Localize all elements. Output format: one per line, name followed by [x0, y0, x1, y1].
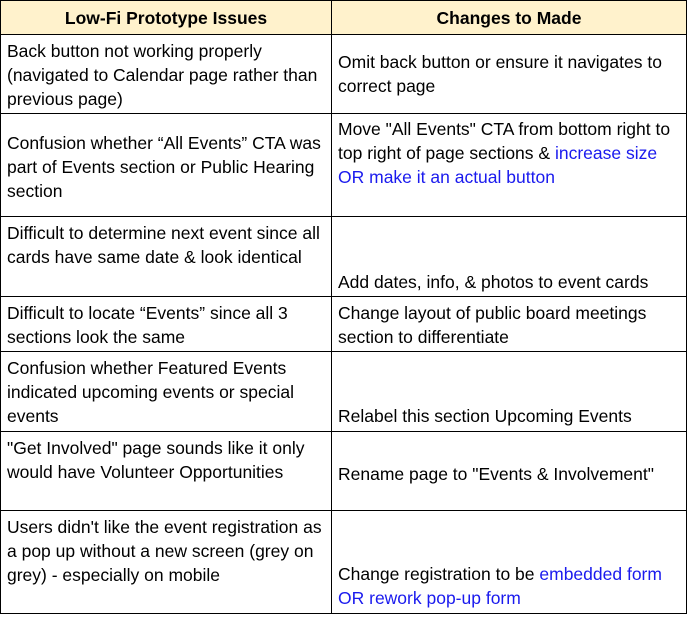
- change-text: Omit back button or ensure it navigates to correct page: [338, 51, 662, 96]
- change-highlight-text: embedded form OR rework pop-up form: [338, 564, 662, 608]
- issue-cell: Difficult to determine next event since all cards have same date & look identical: [1, 217, 332, 297]
- table-row: [1, 432, 687, 511]
- table-row: [1, 511, 687, 614]
- table-row: [1, 352, 687, 432]
- change-cell: [332, 297, 687, 352]
- issue-cell: Back button not working properly (navigated to Calendar page rather than previous page): [1, 35, 332, 114]
- header-issues: Low-Fi Prototype Issues: [1, 1, 332, 35]
- header-row: [1, 1, 687, 35]
- change-cell: [332, 114, 687, 217]
- issue-cell: "Get Involved" page sounds like it only would have Volunteer Opportunities: [1, 432, 332, 511]
- issue-cell: Confusion whether Featured Events indicated upcoming events or special events: [1, 352, 332, 432]
- issue-cell: Difficult to locate “Events” since all 3 sections look the same: [1, 297, 332, 352]
- issue-cell: Confusion whether “All Events” CTA was part of Events section or Public Hearing section: [1, 114, 332, 217]
- table-row: [1, 217, 687, 297]
- table-row: [1, 297, 687, 352]
- header-changes: Changes to Made: [332, 1, 687, 35]
- change-text: Add dates, info, & photos to event cards: [338, 272, 649, 292]
- change-text: Change layout of public board meetings section to differentiate: [338, 303, 647, 347]
- change-cell: [332, 352, 687, 432]
- change-cell: [332, 35, 687, 114]
- table-row: [1, 35, 687, 114]
- change-highlight-text: increase size OR make it an actual button: [338, 143, 658, 187]
- change-text: Relabel this section Upcoming Events: [338, 406, 632, 426]
- issue-cell: Users didn't like the event registration as a pop up without a new screen (grey on grey) - especially on mobile: [1, 511, 332, 614]
- change-cell: [332, 511, 687, 614]
- change-text: Change registration to be: [338, 564, 540, 584]
- change-cell: [332, 432, 687, 511]
- change-cell: [332, 217, 687, 297]
- table-row: [1, 114, 687, 217]
- change-text: Rename page to "Events & Involvement": [338, 463, 654, 484]
- change-text: Move "All Events" CTA from bottom right to top right of page sections &: [338, 119, 671, 163]
